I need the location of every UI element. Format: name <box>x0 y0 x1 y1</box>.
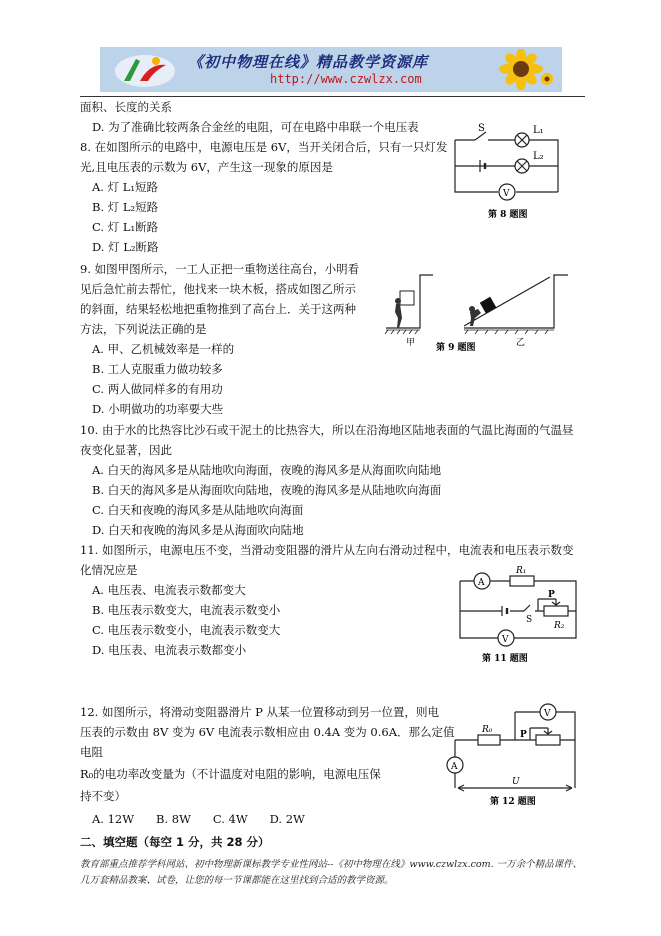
site-title: 《初中物理在线》精品教学资源库 <box>188 53 429 71</box>
ammeter-label: A <box>478 578 485 588</box>
figure-12-circuit <box>440 702 590 812</box>
voltmeter-label: V <box>544 709 551 719</box>
question-10: 10. 由于水的比热容比沙石或干泥土的比热容大，所以在沿海地区陆地表面的气温比海面的气温昼 <box>80 423 574 437</box>
site-logo-icon <box>110 51 180 89</box>
voltmeter-label: V <box>503 189 510 199</box>
q9-option-d: D. 小明做功的功率要大些 <box>92 402 224 416</box>
lamp-l1-label: L₁ <box>533 125 544 136</box>
q12-options: A. 12W B. 8W C. 4W D. 2W <box>92 812 305 826</box>
q11-option-d: D. 电压表、电流表示数都变小 <box>92 643 247 657</box>
figure-8-caption: 第 8 题图 <box>488 210 528 220</box>
q8-option-c: C. 灯 L₁断路 <box>92 220 159 234</box>
q10-option-c: C. 白天和夜晚的海风多是从陆地吹向海面 <box>92 503 304 517</box>
q9-option-c: C. 两人做同样多的有用功 <box>92 382 223 396</box>
ammeter-label: A <box>451 762 458 772</box>
source-voltage-label: U <box>512 777 520 787</box>
crate-icon <box>400 291 414 305</box>
question-11: 11. 如图所示，电源电压不变，当滑动变阻器的滑片从左向右滑动过程中，电流表和电压表示数变 <box>80 543 574 557</box>
q9-option-b: B. 工人克服重力做功较多 <box>92 362 223 376</box>
q9-option-a: A. 甲、乙机械效率是一样的 <box>92 342 235 356</box>
footer-line: 教育部重点推荐学科网站、初中物理新课标教学专业性网站--《初中物理在线》www.czwlzx.com. 一万余个精品课件、 <box>80 859 583 870</box>
figure-11-circuit <box>452 563 592 673</box>
voltmeter-label: V <box>502 635 509 645</box>
site-url: http://www.czwlzx.com <box>270 72 422 86</box>
r0-label: R₀ <box>482 725 493 735</box>
header-rule <box>80 96 585 97</box>
option-d: D. 为了准确比较两条合金丝的电阻，可在电路中串联一个电压表 <box>92 120 419 134</box>
figure-8-circuit <box>440 118 590 226</box>
sunflower-icon <box>486 49 556 90</box>
crate-on-slope-icon <box>480 297 496 313</box>
q11-option-a: A. 电压表、电流表示数都变大 <box>92 583 246 597</box>
switch-label: S <box>526 615 533 625</box>
q11-option-c: C. 电压表示数变小，电流表示数变大 <box>92 623 281 637</box>
r2-label: R₂ <box>554 621 565 631</box>
question-9: 9. 如图甲图所示，一工人正把一重物送往高台，小明看 <box>80 262 360 276</box>
slider-p-label: P <box>520 730 527 740</box>
q10-option-a: A. 白天的海风多是从陆地吹向海面，夜晚的海风多是从海面吹向陆地 <box>92 463 442 477</box>
q10-option-b: B. 白天的海风多是从海面吹向陆地，夜晚的海风多是从陆地吹向海面 <box>92 483 442 497</box>
question-12-cont: 电阻 <box>80 745 103 759</box>
question-12-cont: 持不变） <box>80 789 126 803</box>
question-9-cont: 方法，下列说法正确的是 <box>80 322 207 336</box>
q8-option-a: A. 灯 L₁短路 <box>92 180 159 194</box>
r1-label: R₁ <box>516 566 527 576</box>
site-banner <box>100 47 562 92</box>
text-line: 面积、长度的关系 <box>80 100 172 114</box>
pusher-icon <box>469 306 481 326</box>
question-8: 8. 在如图所示的电路中，电源电压是 6V，当开关闭合后，只有一只灯发 <box>80 140 448 154</box>
question-10-cont: 夜变化显著，因此 <box>80 443 172 457</box>
figure-11-caption: 第 11 题图 <box>482 654 528 664</box>
q10-option-d: D. 白天和夜晚的海风多是从海面吹向陆地 <box>92 523 304 537</box>
footer-line: 几万套精品教案、试卷，让您的每一节课都能在这里找到合适的教学资源。 <box>80 875 394 886</box>
question-8-cont: 光,且电压表的示数为 6V，产生这一现象的原因是 <box>80 160 333 174</box>
question-12-cont: R₀的电功率改变量为（不计温度对电阻的影响，电源电压保 <box>80 767 381 781</box>
figure-9-diagram <box>378 263 588 373</box>
figure-yi-label: 乙 <box>516 338 526 348</box>
q8-option-d: D. 灯 L₂断路 <box>92 240 159 254</box>
question-11-cont: 化情况应是 <box>80 563 138 577</box>
figure-jia-label: 甲 <box>406 338 416 348</box>
section-heading: 二、填空题（每空 1 分，共 28 分） <box>80 835 270 849</box>
slider-p-label: P <box>548 590 555 600</box>
q11-option-b: B. 电压表示数变大，电流表示数变小 <box>92 603 281 617</box>
q8-option-b: B. 灯 L₂短路 <box>92 200 159 214</box>
switch-label: S <box>478 123 485 134</box>
figure-12-caption: 第 12 题图 <box>490 797 536 807</box>
question-9-cont: 的斜面，结果轻松地把重物推到了高台上．关于这两种 <box>80 302 356 316</box>
question-12: 12. 如图所示，将滑动变阻器滑片 P 从某一位置移动到另一位置，则电 <box>80 705 439 719</box>
question-12-cont: 压表的示数由 8V 变为 6V 电流表示数相应由 0.4A 变为 0.6A．那么定值 <box>80 725 455 739</box>
lamp-l2-label: L₂ <box>533 151 544 162</box>
question-9-cont: 见后急忙前去帮忙，他找来一块木板，搭成如图乙所示 <box>80 282 356 296</box>
figure-9-caption: 第 9 题图 <box>436 343 476 353</box>
